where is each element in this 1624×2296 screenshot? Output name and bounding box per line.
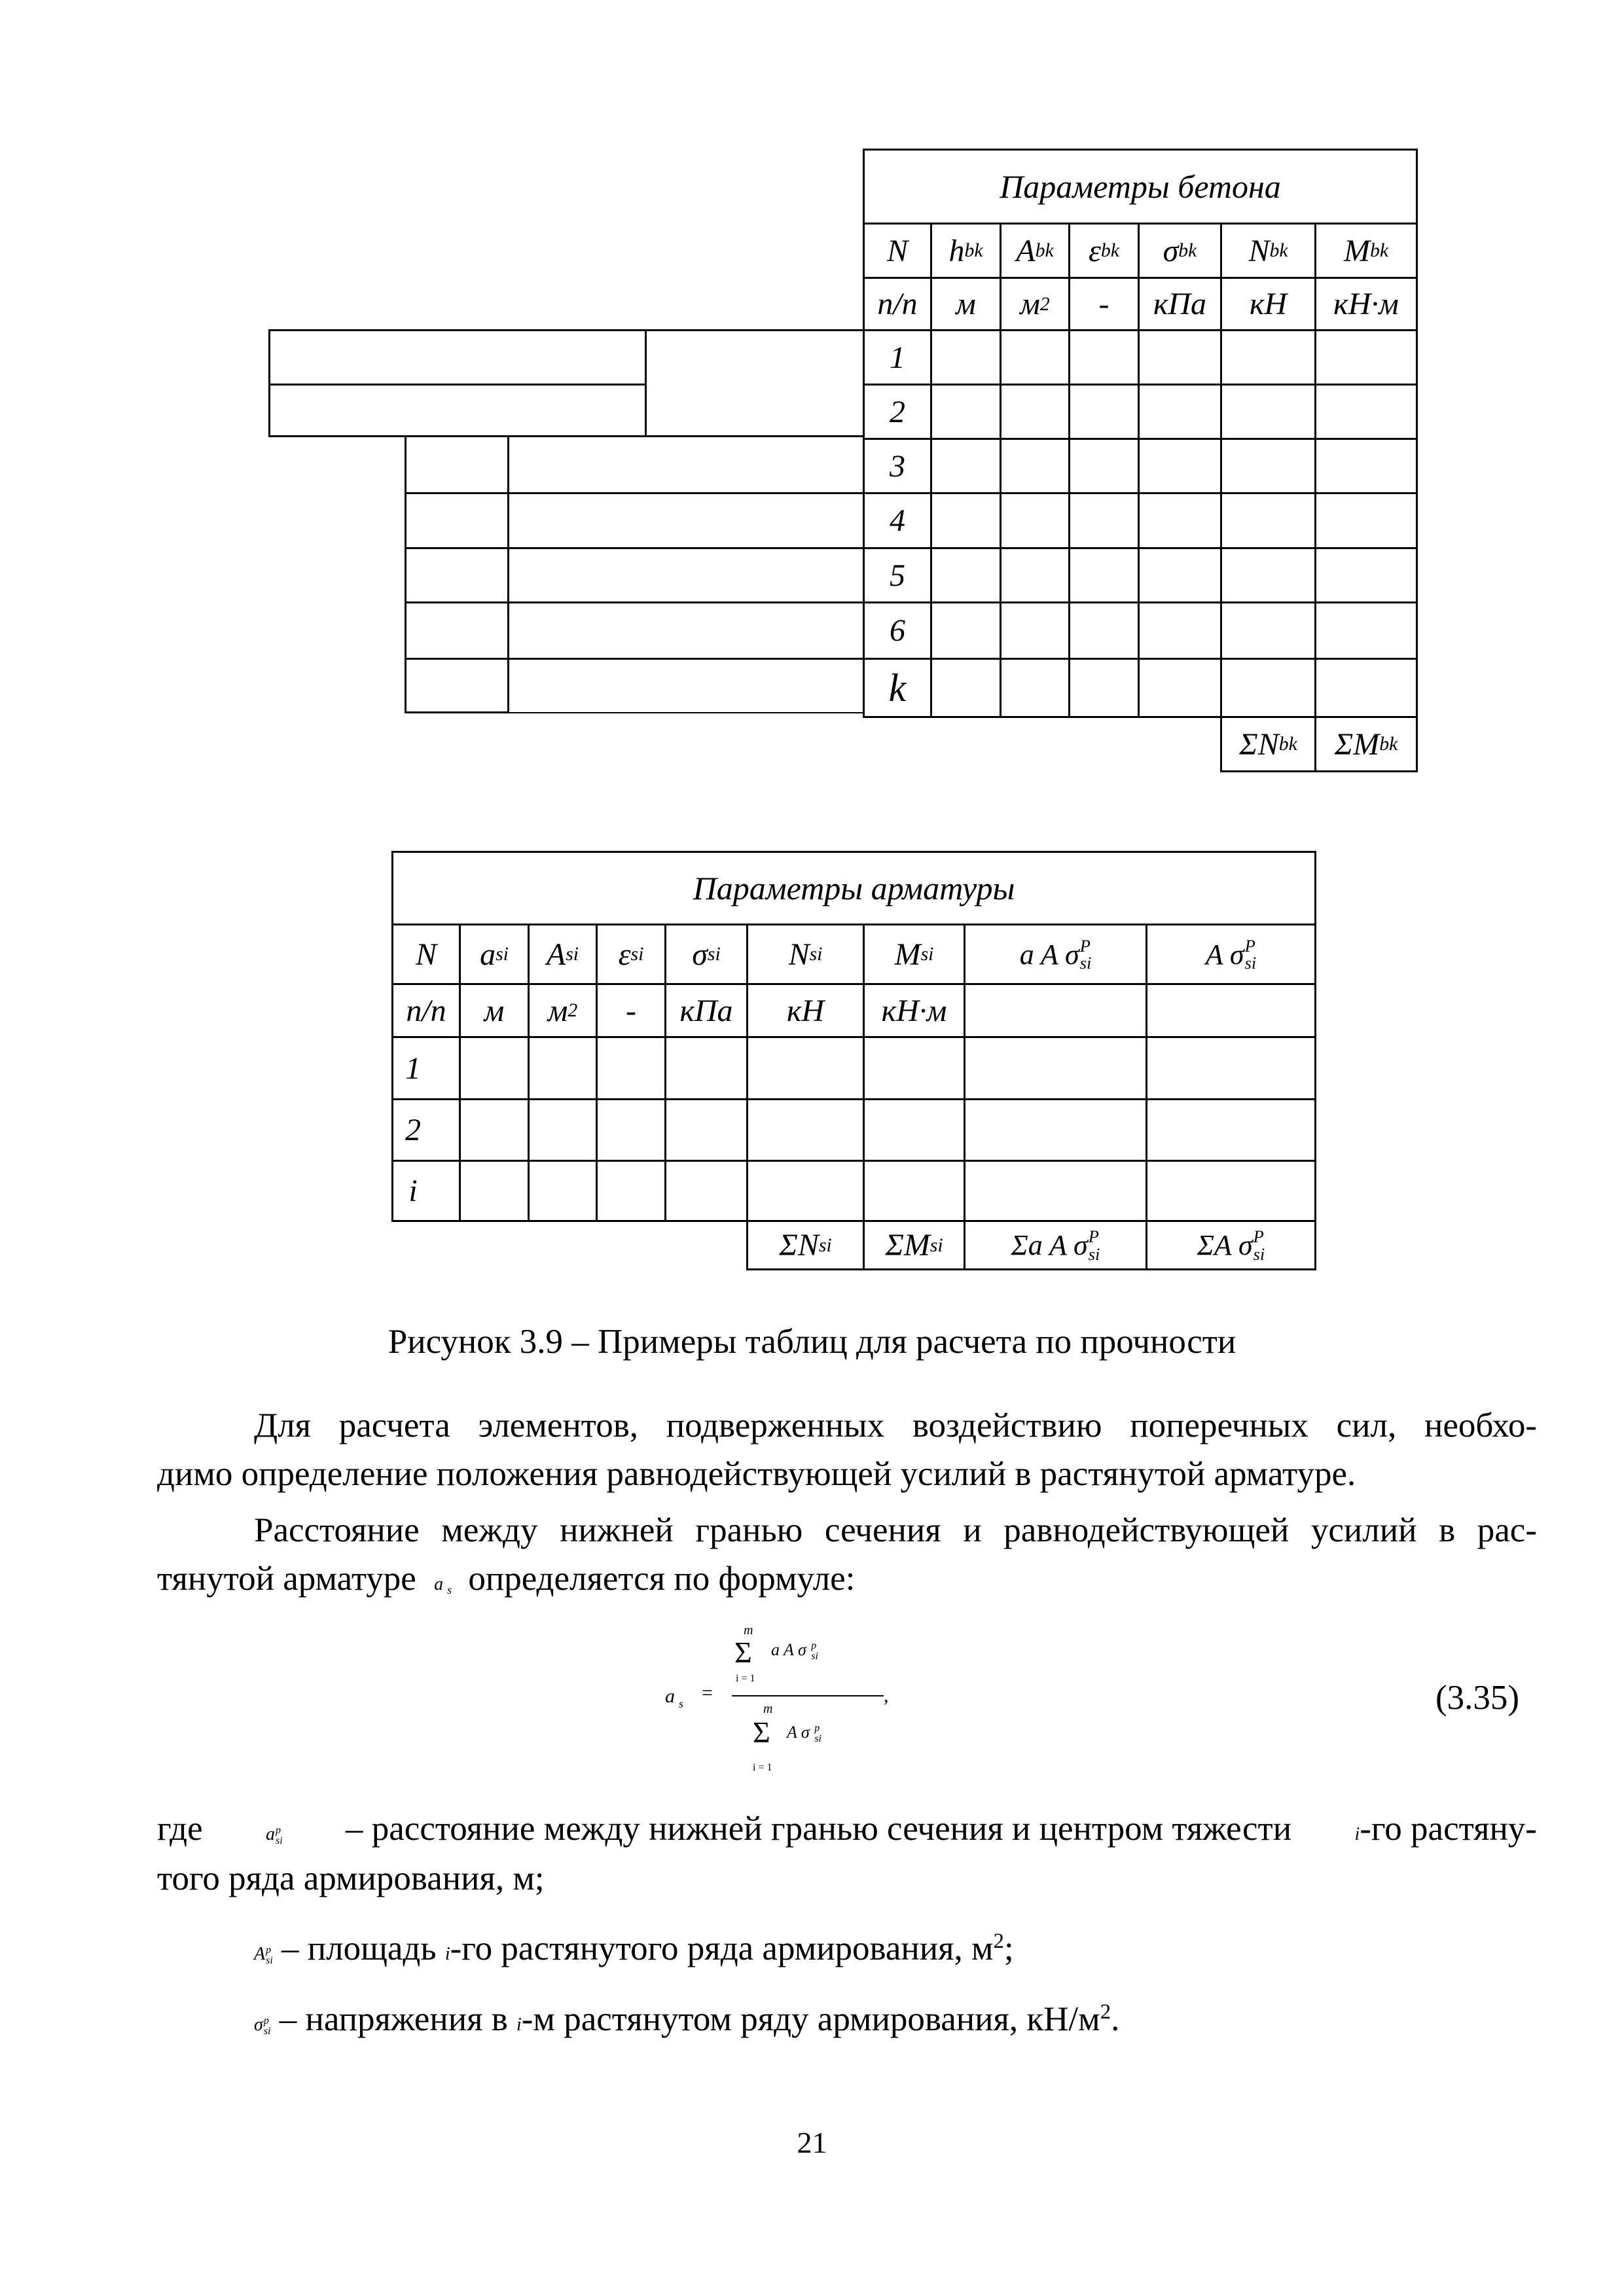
- symbol-a-si-p: a p si: [265, 1824, 283, 1846]
- header-sigma: σ bk: [1163, 233, 1197, 268]
- numerator-upper-limit: m: [744, 1623, 753, 1638]
- unit-kpa: кПа: [1153, 287, 1207, 321]
- page-number: 21: [797, 2126, 827, 2159]
- concrete-table-title: Параметры бетона: [1000, 168, 1281, 205]
- paragraph-1-line-2: димо определение положения равнодействующей усилий в растянутой арматуре.: [157, 1455, 1356, 1493]
- rebar-header-sigma: σ si: [692, 937, 721, 972]
- rebar-row-i: i: [408, 1174, 418, 1208]
- unit-kn: кН: [1249, 287, 1288, 321]
- rebar-sum-m: ΣM si: [885, 1228, 943, 1263]
- formula-number: (3.35): [1435, 1679, 1520, 1717]
- rebar-unit-np: п/п: [406, 993, 446, 1028]
- rebar-row-1: 1: [405, 1050, 421, 1086]
- rebar-header-product1: a A σ P si: [1019, 935, 1092, 973]
- rebar-header-n: N: [415, 937, 437, 972]
- row-4: 4: [890, 503, 905, 538]
- rebar-unit-m: м: [484, 993, 505, 1028]
- rebar-table-title: Параметры арматуры: [693, 870, 1015, 906]
- where-line-1: где a p si – расстояние между нижней гранью сечения и центром тяжести i-го растяну-: [157, 1804, 1537, 1859]
- rebar-row-2: 2: [405, 1113, 421, 1147]
- rebar-sum-n: ΣN si: [779, 1228, 832, 1263]
- rebar-sum-product2: ΣA σ P si: [1197, 1227, 1265, 1264]
- denominator-sum-symbol: Σ: [753, 1715, 770, 1749]
- unit-knm: кН·м: [1333, 287, 1399, 321]
- numerator-expression: a A σ p si: [771, 1640, 818, 1662]
- paragraph-2-line-2: тянутой арматуре a $_s$ определяется по формуле:: [157, 1560, 856, 1598]
- formula-comma: ,: [884, 1685, 889, 1706]
- symbol-A-si-p: A p si: [254, 1944, 273, 1966]
- fraction-bar: [732, 1695, 884, 1696]
- unit-np: п/п: [877, 287, 918, 321]
- denominator-upper-limit: m: [763, 1702, 773, 1716]
- rebar-sum-product1: Σa A σ P si: [1011, 1227, 1100, 1264]
- where-line-4: σ p si – напряжения в i-м растянутом ряду армирования, $кН/м^2$.: [254, 2000, 1120, 2039]
- rebar-unit-kpa: кПа: [679, 993, 733, 1028]
- row-k: k: [888, 666, 907, 709]
- sum-n-bk: ΣN bk: [1239, 726, 1297, 762]
- paragraph-2-line-1: Расстояние между нижней гранью сечения и равнодействующей усилий в рас-: [254, 1511, 1537, 1549]
- rebar-unit-m2: м 2: [547, 993, 578, 1028]
- rebar-unit-dash: -: [626, 993, 636, 1028]
- rebar-unit-knm: кН·м: [881, 993, 947, 1028]
- where-line-2: того ряда армирования, м;: [157, 1859, 545, 1897]
- symbol-sigma-si-p: σ p si: [254, 2015, 271, 2037]
- rebar-unit-kn: кН: [786, 993, 825, 1028]
- rebar-header-product2: A σ P si: [1205, 935, 1257, 973]
- rebar-header-epsilon: ε si: [618, 937, 644, 972]
- header-h: h bk: [948, 233, 983, 268]
- unit-dash: -: [1098, 287, 1110, 321]
- formula-equals: =: [702, 1682, 713, 1704]
- where-line-3: A p si – площадь i-го растянутого ряда армирования, $м^2$;: [254, 1929, 1014, 1968]
- rebar-header-n-force: N si: [788, 937, 823, 972]
- paragraph-1-line-1: Для расчета элементов, подверженных воздействию поперечных сил, необхо-: [254, 1407, 1537, 1444]
- denominator-lower-limit: i = 1: [753, 1762, 772, 1773]
- row-2: 2: [890, 394, 905, 429]
- header-a: A bk: [1016, 233, 1054, 268]
- row-5: 5: [890, 558, 905, 593]
- header-n: N: [886, 233, 908, 268]
- figure-caption: Рисунок 3.9 – Примеры таблиц для расчета по прочности: [388, 1323, 1236, 1361]
- numerator-sum-symbol: Σ: [734, 1636, 752, 1669]
- header-epsilon: ε bk: [1088, 233, 1119, 268]
- row-6: 6: [890, 613, 905, 648]
- header-n-force: N bk: [1248, 233, 1288, 268]
- row-3: 3: [890, 448, 905, 484]
- rebar-header-m: M si: [894, 937, 934, 972]
- rebar-header-a: a si: [480, 937, 509, 972]
- formula-lhs: a $_s$: [665, 1685, 684, 1710]
- rebar-header-area: A si: [546, 937, 579, 972]
- header-m: M bk: [1343, 233, 1389, 268]
- numerator-lower-limit: i = 1: [736, 1673, 755, 1684]
- unit-m: м: [956, 287, 976, 321]
- denominator-expression: A σ p si: [787, 1723, 821, 1745]
- row-1: 1: [890, 340, 905, 375]
- sum-m-bk: ΣM bk: [1334, 726, 1398, 762]
- unit-m2: м 2: [1020, 287, 1050, 321]
